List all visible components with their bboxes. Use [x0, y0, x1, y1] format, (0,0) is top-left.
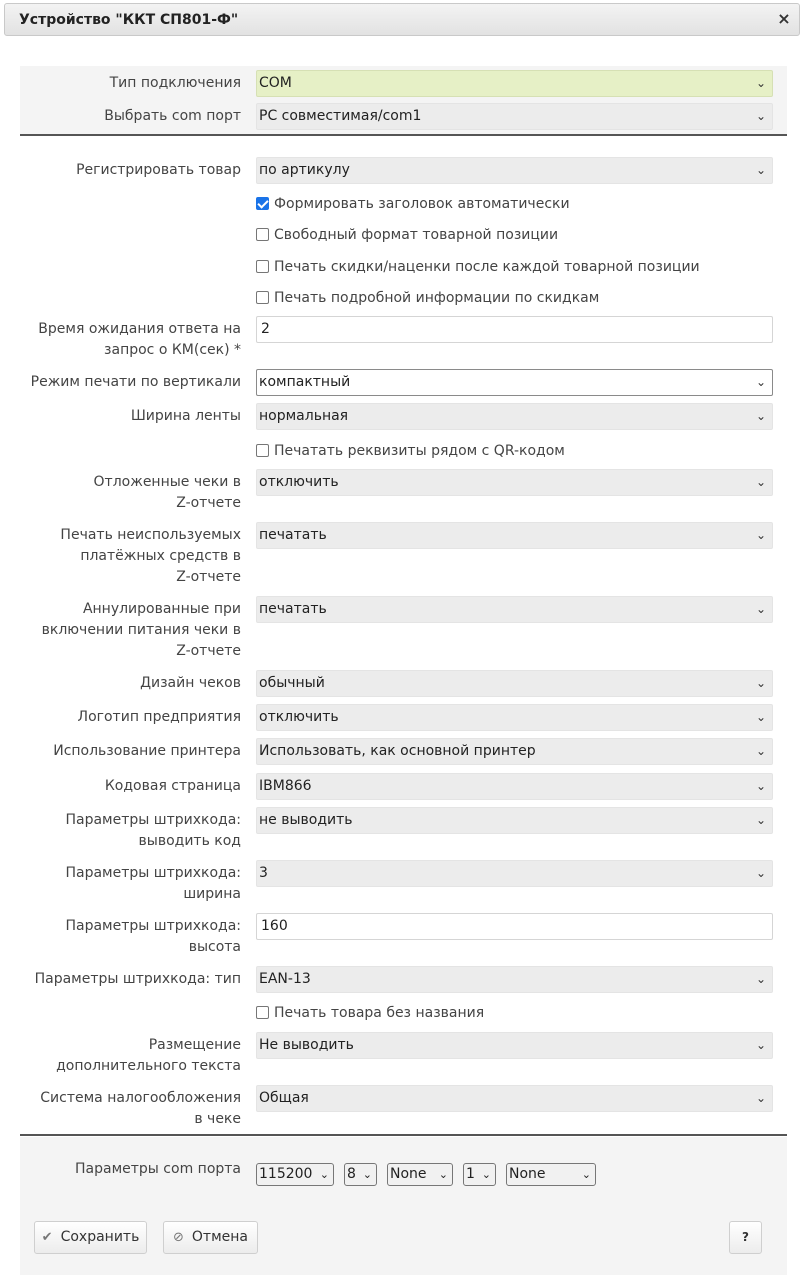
save-button[interactable]: ✔ Сохранить — [34, 1221, 147, 1254]
design-select[interactable]: обычный ⌄ — [256, 670, 773, 697]
barcode-width-label: Параметры штрихкода: ширина — [65, 865, 241, 902]
chevron-down-icon: ⌄ — [319, 1168, 329, 1181]
extra-text-label: Размещение дополнительного текста — [56, 1037, 241, 1074]
tape-width-select[interactable]: нормальная ⌄ — [256, 403, 773, 430]
chevron-down-icon: ⌄ — [481, 1168, 491, 1181]
deferred-label: Отложенные чеки в Z-отчете — [93, 474, 241, 511]
free-format-checkbox[interactable]: Свободный формат товарной позиции — [256, 225, 558, 245]
com-params-label: Параметры com порта — [75, 1161, 241, 1177]
connection-type-label: Тип подключения — [109, 75, 241, 91]
unused-payment-select[interactable]: печатать ⌄ — [256, 522, 773, 549]
chevron-down-icon: ⌄ — [362, 1168, 372, 1181]
codepage-select[interactable]: IBM866 ⌄ — [256, 773, 773, 800]
parity-select[interactable]: None ⌄ — [387, 1163, 453, 1186]
stop-bits-select[interactable]: 1 ⌄ — [463, 1163, 496, 1186]
cancel-button[interactable]: ⊘ Отмена — [163, 1221, 258, 1254]
design-label: Дизайн чеков — [140, 675, 241, 691]
section-divider — [20, 1134, 787, 1136]
chevron-down-icon: ⌄ — [755, 163, 766, 177]
chevron-down-icon: ⌄ — [755, 475, 766, 489]
codepage-label: Кодовая страница — [104, 778, 241, 794]
unused-payment-label: Печать неиспользуемых платёжных средств в Z-отчете — [60, 527, 241, 585]
dialog-footer — [20, 1197, 787, 1275]
section-divider — [20, 134, 787, 136]
annulled-select[interactable]: печатать ⌄ — [256, 596, 773, 623]
com-port-label: Выбрать com порт — [104, 108, 241, 124]
deferred-select[interactable]: отключить ⌄ — [256, 469, 773, 496]
print-no-name-checkbox[interactable]: Печать товара без названия — [256, 1003, 484, 1023]
chevron-down-icon: ⌄ — [755, 744, 766, 758]
barcode-type-select[interactable]: EAN-13 ⌄ — [256, 966, 773, 993]
register-label: Регистрировать товар — [76, 162, 241, 178]
chevron-down-icon: ⌄ — [755, 710, 766, 724]
checkbox-icon — [256, 228, 269, 241]
checkbox-icon — [256, 1006, 269, 1019]
discount-details-checkbox[interactable]: Печать подробной информации по скидкам — [256, 288, 599, 308]
chevron-down-icon: ⌄ — [438, 1168, 448, 1181]
chevron-down-icon: ⌄ — [755, 109, 766, 123]
vertical-mode-label: Режим печати по вертикали — [30, 374, 241, 390]
barcode-code-label: Параметры штрихкода: выводить код — [65, 812, 241, 849]
chevron-down-icon: ⌄ — [755, 866, 766, 880]
checkbox-icon — [256, 291, 269, 304]
chevron-down-icon: ⌄ — [755, 76, 766, 90]
logo-select[interactable]: отключить ⌄ — [256, 704, 773, 731]
flow-control-select[interactable]: None ⌄ — [506, 1163, 596, 1186]
baud-rate-select[interactable]: 115200 ⌄ — [256, 1163, 334, 1186]
barcode-code-select[interactable]: не выводить ⌄ — [256, 807, 773, 834]
chevron-down-icon: ⌄ — [581, 1168, 591, 1181]
tax-select[interactable]: Общая ⌄ — [256, 1085, 773, 1112]
chevron-down-icon: ⌄ — [755, 813, 766, 827]
chevron-down-icon: ⌄ — [755, 528, 766, 542]
wait-time-label: Время ожидания ответа на запрос о КМ(сек) * — [38, 321, 241, 358]
logo-label: Логотип предприятия — [77, 709, 241, 725]
wait-time-input[interactable]: 2 — [256, 316, 773, 343]
chevron-down-icon: ⌄ — [755, 375, 766, 389]
barcode-height-input[interactable]: 160 — [256, 913, 773, 940]
check-icon: ✔ — [41, 1230, 53, 1245]
checkbox-checked-icon — [256, 197, 269, 210]
chevron-down-icon: ⌄ — [755, 779, 766, 793]
extra-text-select[interactable]: Не выводить ⌄ — [256, 1032, 773, 1059]
chevron-down-icon: ⌄ — [755, 676, 766, 690]
dialog-titlebar — [4, 3, 800, 36]
discount-each-checkbox[interactable]: Печать скидки/наценки после каждой товарной позиции — [256, 257, 700, 277]
checkbox-icon — [256, 444, 269, 457]
chevron-down-icon: ⌄ — [755, 1091, 766, 1105]
qr-requisites-checkbox[interactable]: Печатать реквизиты рядом с QR-кодом — [256, 441, 565, 461]
tape-width-label: Ширина ленты — [130, 408, 241, 424]
help-button[interactable]: ? — [729, 1221, 762, 1254]
printer-select[interactable]: Использовать, как основной принтер ⌄ — [256, 738, 773, 765]
chevron-down-icon: ⌄ — [755, 602, 766, 616]
tax-label: Система налогообложения в чеке — [40, 1090, 241, 1127]
com-port-select[interactable]: PC совместимая/com1 ⌄ — [256, 103, 773, 130]
barcode-type-label: Параметры штрихкода: тип — [34, 971, 241, 987]
data-bits-select[interactable]: 8 ⌄ — [344, 1163, 377, 1186]
cancel-icon: ⊘ — [173, 1230, 184, 1245]
checkbox-icon — [256, 260, 269, 273]
annulled-label: Аннулированные при включении питания чеки в Z-отчете — [41, 601, 241, 659]
register-select[interactable]: по артикулу ⌄ — [256, 157, 773, 184]
chevron-down-icon: ⌄ — [755, 1038, 766, 1052]
auto-header-checkbox[interactable]: Формировать заголовок автоматически — [256, 194, 570, 214]
vertical-mode-select[interactable]: компактный ⌄ — [256, 369, 773, 396]
barcode-height-label: Параметры штрихкода: высота — [65, 918, 241, 955]
dialog-title: Устройство "ККТ СП801-Ф" — [19, 12, 239, 28]
close-icon[interactable]: × — [777, 9, 791, 28]
connection-type-select[interactable]: COM ⌄ — [256, 70, 773, 97]
chevron-down-icon: ⌄ — [755, 972, 766, 986]
chevron-down-icon: ⌄ — [755, 409, 766, 423]
printer-label: Использование принтера — [53, 743, 241, 759]
barcode-width-select[interactable]: 3 ⌄ — [256, 860, 773, 887]
